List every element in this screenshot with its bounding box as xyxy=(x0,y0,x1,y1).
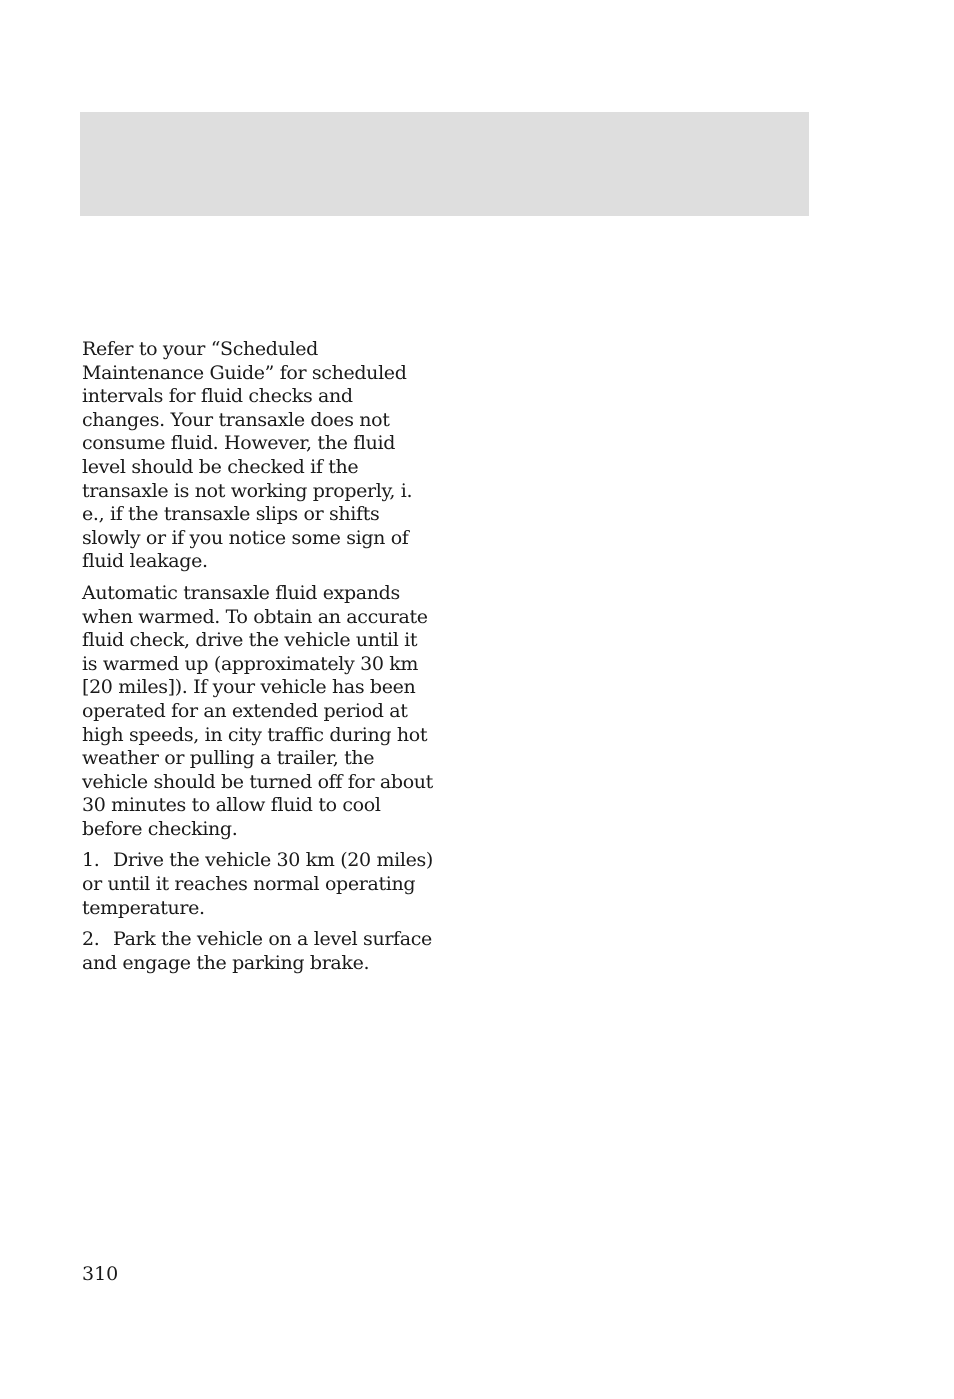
paragraph-maintenance-intervals: Refer to your “Scheduled Maintenance Guide” for scheduled intervals for fluid checks and changes. Your transaxle does not consume fluid. However, the fluid level should be checked if the transaxle is not working properly, i. e., if the transaxle slips or shifts slowly or if you notice some sign of fluid leakage. xyxy=(82,338,413,573)
step-number: 2. xyxy=(82,928,100,951)
step-1 xyxy=(82,849,434,920)
step-2 xyxy=(82,928,434,975)
paragraph-fluid-expansion: Automatic transaxle fluid expands when warmed. To obtain an accurate fluid check, drive the vehicle until it is warmed up (approximately 30 km [20 miles]). If your vehicle has been operated for an extended period at high speeds, in city traffic during hot weather or pulling a trailer, the vehicle should be turned off for about 30 minutes to allow fluid to cool before checking. xyxy=(82,581,433,840)
step-number: 1. xyxy=(82,849,100,872)
step-text: Drive the vehicle 30 km (20 miles) or until it reaches normal operating temperature. xyxy=(82,849,433,919)
page-number: 310 xyxy=(82,1263,119,1285)
body-text xyxy=(82,338,434,983)
step-text: Park the vehicle on a level surface and engage the parking brake. xyxy=(82,928,432,974)
header-band xyxy=(80,112,809,216)
